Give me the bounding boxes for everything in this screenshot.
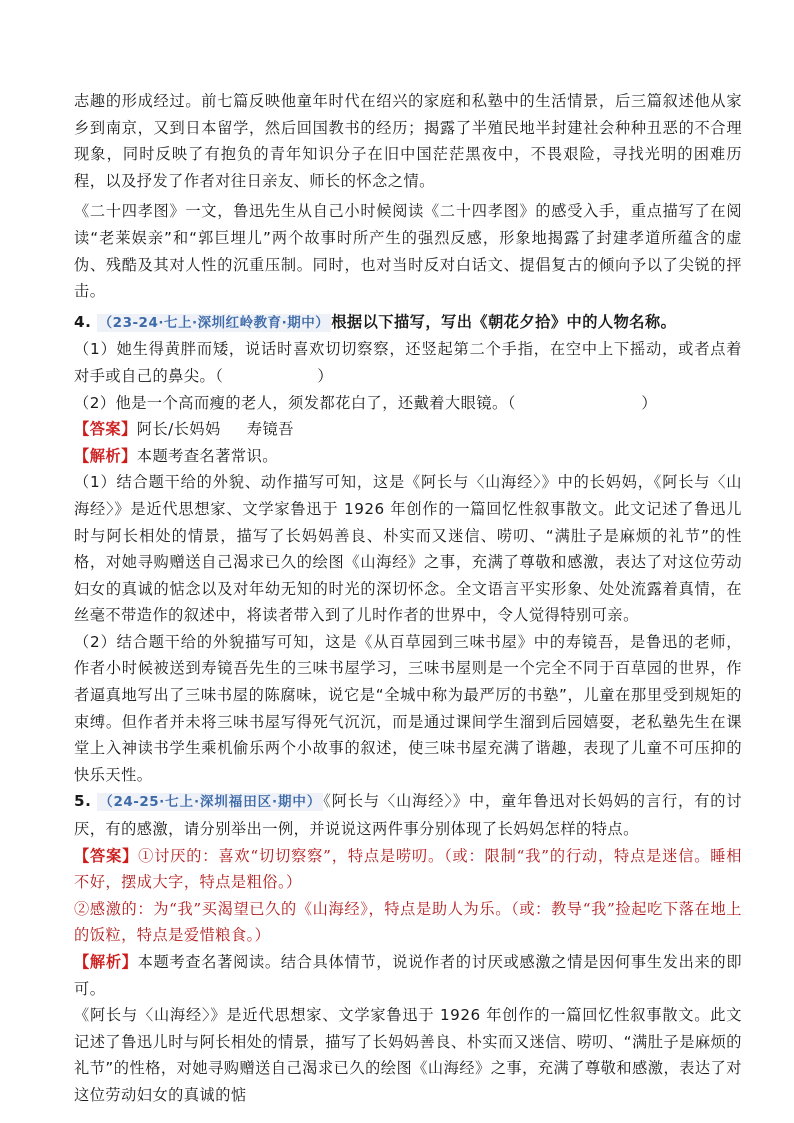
question-text: 根据以下描写，写出《朝花夕拾》中的人物名称。 (331, 312, 677, 331)
analysis-intro: 本题考查名著阅读。结合具体情节，说说作者的讨厌或感激之情是因何事生发出来的即可。 (74, 953, 743, 998)
question-4-item-2: （2）他是一个高而瘦的老人，须发都花白了，还戴着大眼镜。（ ） (74, 393, 658, 412)
document-page (74, 88, 742, 1109)
question-4 (74, 309, 742, 337)
question-4-answer (74, 416, 742, 443)
intro-paragraph-1: 志趣的形成经过。前七篇反映他童年时代在绍兴的家庭和私塾中的生活情景，后三篇叙述他从家乡到南京，又到日本留学，然后回国教书的经历；揭露了半殖民地半封建社会种种丑恶的不合理现象，同时反映了有抱负的青年知识分子在旧中国茫茫黑夜中，不畏艰险，寻找光明的困难历程，以及抒发了作者对往日亲友、师长的怀念之情。 (74, 92, 742, 190)
analysis-intro: 本题考查名著常识。 (136, 446, 278, 465)
analysis-tag: 【解析】 (74, 953, 138, 971)
question-5 (74, 788, 742, 842)
question-number: 5. (74, 792, 92, 811)
answer-value-1: ①讨厌的：喜欢“切切察察”，特点是唠叨。（或：限制“我”的行动，特点是迷信。睡相不好，摆成大字，特点是粗俗。） (74, 846, 742, 892)
question-5-analysis-body: 《阿长与〈山海经〉》是近代思想家、文学家鲁迅于 1926 年创作的一篇回忆性叙事散文。此文记述了鲁迅儿时与阿长相处的情景，描写了长妈妈善良、朴实而又迷信、唠叨、“满肚子是麻烦的礼节”的性格，对她寻购赠送自己渴求已久的绘图《山海经》之事，充满了尊敬和感激，表达了对这位劳动妇女的真诚的惦 (74, 1006, 742, 1104)
answer-value-1: 阿长/长妈妈 (136, 420, 221, 439)
question-5-analysis (74, 949, 742, 1002)
question-5-answer (74, 843, 742, 896)
answer-value-2: 寿镜吾 (246, 420, 294, 439)
question-4-item-1: （1）她生得黄胖而矮，说话时喜欢切切察察，还竖起第二个手指，在空中上下摇动，或者点着对手或自己的鼻尖。（ ） (74, 340, 742, 385)
question-4-analysis-2: （2）结合题干给的外貌描写可知，这是《从百草园到三味书屋》中的寿镜吾，是鲁迅的老师，作者小时候被送到寿镜吾先生的三味书屋学习，三味书屋则是一个完全不同于百草园的世界，作者逼真地写出了三味书屋的陈腐味，说它是“全城中称为最严厉的书塾”，儿童在那里受到规矩的束缚。但作者并未将三味书屋写得死气沉沉，而是通过课间学生溜到后园嬉耍，老私塾先生在课堂上入神读书学生乘机偷乐两个小故事的叙述，使三味书屋充满了谐趣，表现了儿童不可压抑的快乐天性。 (74, 632, 742, 784)
question-number: 4. (74, 312, 92, 331)
question-4-analysis (74, 443, 742, 470)
intro-paragraph-2: 《二十四孝图》一文，鲁迅先生从自己小时候阅读《二十四孝图》的感受入手，重点描写了在阅读“老莱娱亲”和“郭巨埋儿”两个故事时所产生的强烈反感，形象地揭露了封建孝道所蕴含的虚伪、残酷及其对人性的沉重压制。同时，也对当时反对白话文、提倡复古的倾向予以了尖锐的抨击。 (74, 202, 742, 301)
question-source-badge: （23-24·七上·深圳红岭教育·期中） (98, 314, 330, 331)
question-4-analysis-1: （1）结合题干给的外貌、动作描写可知，这是《阿长与〈山海经〉》中的长妈妈，《阿长与〈山海经〉》是近代思想家、文学家鲁迅于 1926 年创作的一篇回忆性叙事散文。此文记述了鲁迅儿时与阿长相处的情景，描写了长妈妈善良、朴实而又迷信、唠叨、“满肚子是麻烦的礼节”的性格，对她寻购赠送自己渴求已久的绘图《山海经》之事，充满了尊敬和感激，表达了对这位劳动妇女的真诚的惦念以及对年幼无知的时光的深切怀念。全文语言平实形象、处处流露着真情，在丝毫不带造作的叙述中，将读者带入到了儿时作者的世界中，令人觉得特别可亲。 (74, 473, 742, 625)
answer-tag: 【答案】 (74, 846, 139, 865)
answer-tag: 【答案】 (74, 420, 137, 439)
question-source-badge: （24-25·七上·深圳福田区·期中） (99, 794, 322, 811)
question-text: 《阿长与〈山海经〉》中，童年鲁迅对长妈妈的言行，有的讨厌，有的感激，请分别举出一例，并说说这两件事分别体现了长妈妈怎样的特点。 (74, 792, 743, 839)
analysis-tag: 【解析】 (74, 446, 137, 465)
question-5-answer-2: ②感激的：为“我”买渴望已久的《山海经》，特点是助人为乐。（或：教导“我”捡起吃下落在地上的饭粒，特点是爱惜粮食。） (74, 899, 742, 945)
